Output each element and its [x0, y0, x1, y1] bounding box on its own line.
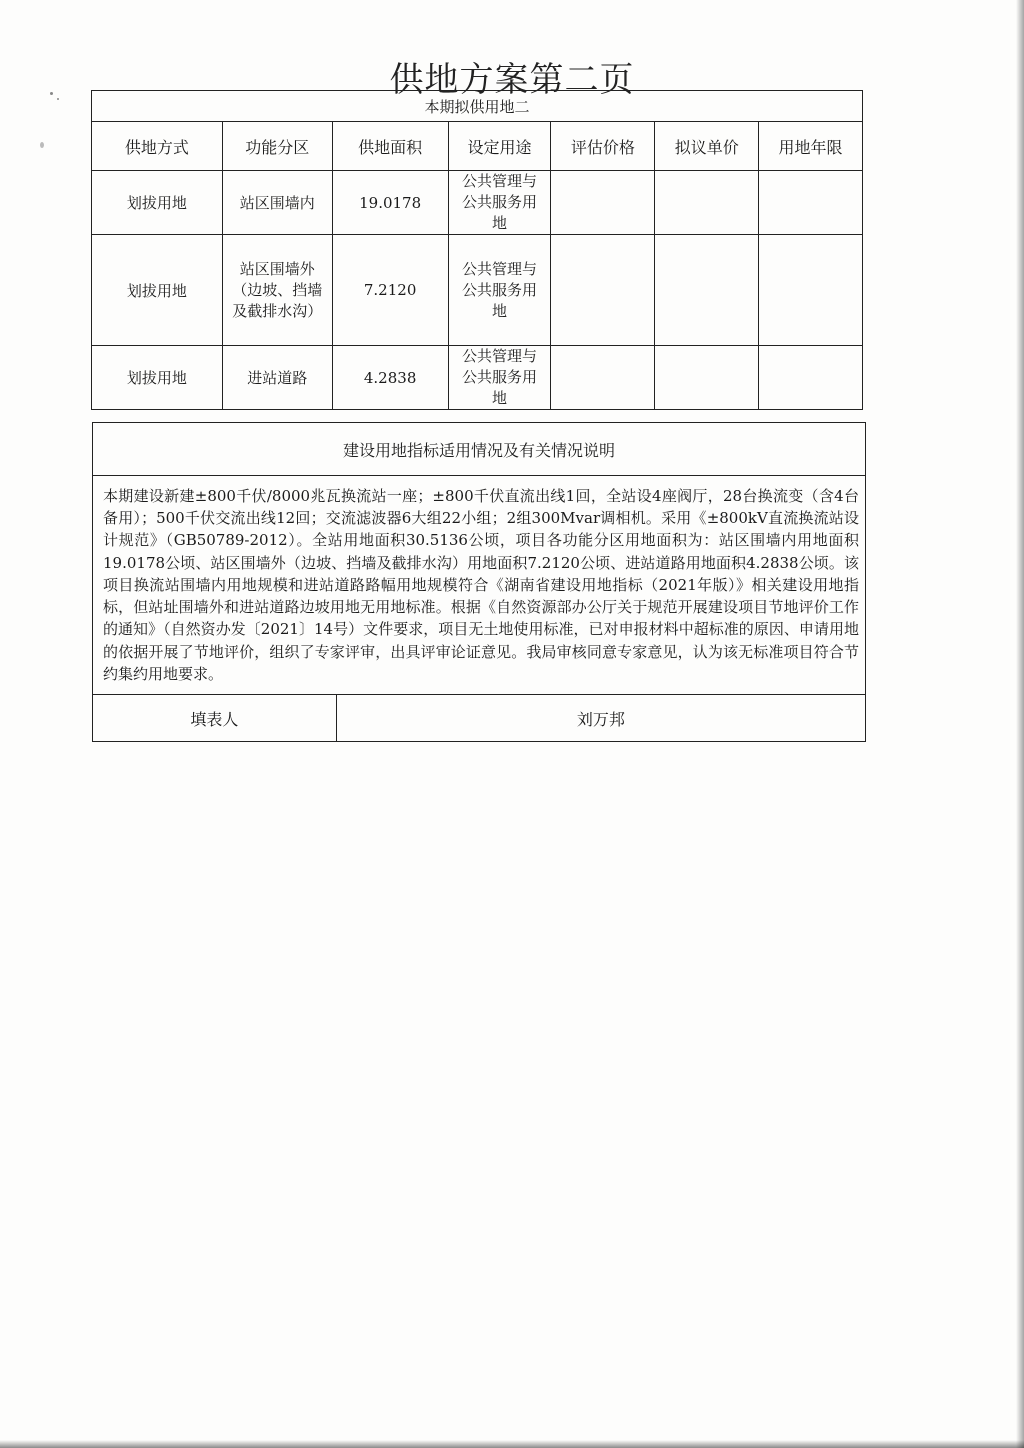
- cell-usage: [448, 346, 551, 410]
- cell-zone-line: （边坡、挡墙: [232, 280, 323, 299]
- cell-zone: 站区围墙内: [222, 171, 332, 235]
- cell-usage-line: 地: [492, 214, 508, 232]
- cell-term: [759, 346, 863, 410]
- cell-price: [551, 346, 655, 410]
- cell-zone: [222, 235, 332, 346]
- header-unit-price: 拟议单价: [655, 122, 759, 171]
- cell-usage-line: 公共管理与: [462, 172, 538, 190]
- scan-edge-right: [1016, 0, 1024, 1448]
- page-title: 供地方案第二页: [389, 60, 635, 100]
- cell-usage: [448, 171, 551, 235]
- header-zone: 功能分区: [222, 122, 332, 171]
- cell-method: 划拔用地: [92, 235, 223, 346]
- cell-usage-line: 公共管理与: [462, 347, 538, 365]
- cell-price: [551, 171, 655, 235]
- cell-price: [551, 235, 655, 346]
- header-usage: 设定用途: [448, 122, 551, 171]
- cell-usage-line: 地: [492, 301, 508, 320]
- supply-table-subtitle: 本期拟供用地二: [92, 91, 863, 122]
- cell-term: [759, 171, 863, 235]
- header-method: 供地方式: [92, 122, 223, 171]
- cell-method: 划拔用地: [92, 346, 223, 410]
- cell-usage: [448, 235, 551, 346]
- cell-unit-price: [655, 171, 759, 235]
- explanation-body-row: [93, 476, 866, 695]
- table-row: [92, 235, 863, 346]
- filler-row: [93, 695, 866, 742]
- explanation-table: [92, 422, 866, 742]
- cell-usage-line: 公共管理与: [462, 259, 538, 278]
- cell-unit-price: [655, 346, 759, 410]
- table-row: [92, 171, 863, 235]
- header-term: 用地年限: [759, 122, 863, 171]
- filler-label: 填表人: [93, 695, 337, 742]
- cell-usage-line: 公共服务用: [462, 368, 538, 386]
- cell-zone-line: 站区围墙外: [239, 259, 315, 278]
- header-price: 评估价格: [551, 122, 655, 171]
- cell-area: 4.2838: [332, 346, 448, 410]
- cell-area: 7.2120: [332, 235, 448, 346]
- cell-zone-line: 及截排水沟）: [232, 301, 323, 320]
- cell-zone: 进站道路: [222, 346, 332, 410]
- supply-table: [91, 90, 863, 410]
- supply-table-header-row: [92, 122, 863, 171]
- scan-speck: [50, 92, 53, 95]
- table-row: [92, 346, 863, 410]
- cell-method: 划拔用地: [92, 171, 223, 235]
- cell-usage-line: 公共服务用: [462, 193, 538, 211]
- supply-table-subtitle-row: [92, 91, 863, 122]
- cell-usage-line: 公共服务用: [462, 280, 538, 299]
- explanation-body: 本期建设新建±800千伏/8000兆瓦换流站一座；±800千伏直流出线1回，全站设4座阀厅，28台换流变（含4台备用）；500千伏交流出线12回；交流滤波器6大组22小组；2组300Mvar调相机。采用《±800kV直流换流站设计规范》（GB50789-2012）。全站用地面积30.5136公顷，项目各功能分区用地面积为：站区围墙内用地面积19.0178公顷、站区围墙外（边坡、挡墙及截排水沟）用地面积7.2120公顷、进站道路用地面积4.2838公顷。该项目换流站围墙内用地规模和进站道路路幅用地规模符合《湖南省建设用地指标（2021年版）》相关建设用地指标，但站址围墙外和进站道路边坡用地无用地标准。根据《自然资源部办公厅关于规范开展建设项目节地评价工作的通知》（自然资办发〔2021〕14号）文件要求，项目无土地使用标准，已对申报材料中超标准的原因、申请用地的依据开展了节地评价，组织了专家评审，出具评审论证意见。我局审核同意专家意见，认为该无标准项目符合节约集约用地要求。: [93, 476, 866, 695]
- explanation-title-row: [93, 423, 866, 476]
- filler-name: 刘万邦: [336, 695, 865, 742]
- scan-edge-bottom: [0, 1440, 1024, 1448]
- header-area: 供地面积: [332, 122, 448, 171]
- cell-usage-line: 地: [492, 389, 508, 407]
- cell-unit-price: [655, 235, 759, 346]
- cell-term: [759, 235, 863, 346]
- explanation-title: 建设用地指标适用情况及有关情况说明: [93, 423, 866, 476]
- scan-speck: [57, 98, 59, 100]
- scan-speck: [40, 142, 44, 148]
- cell-area: 19.0178: [332, 171, 448, 235]
